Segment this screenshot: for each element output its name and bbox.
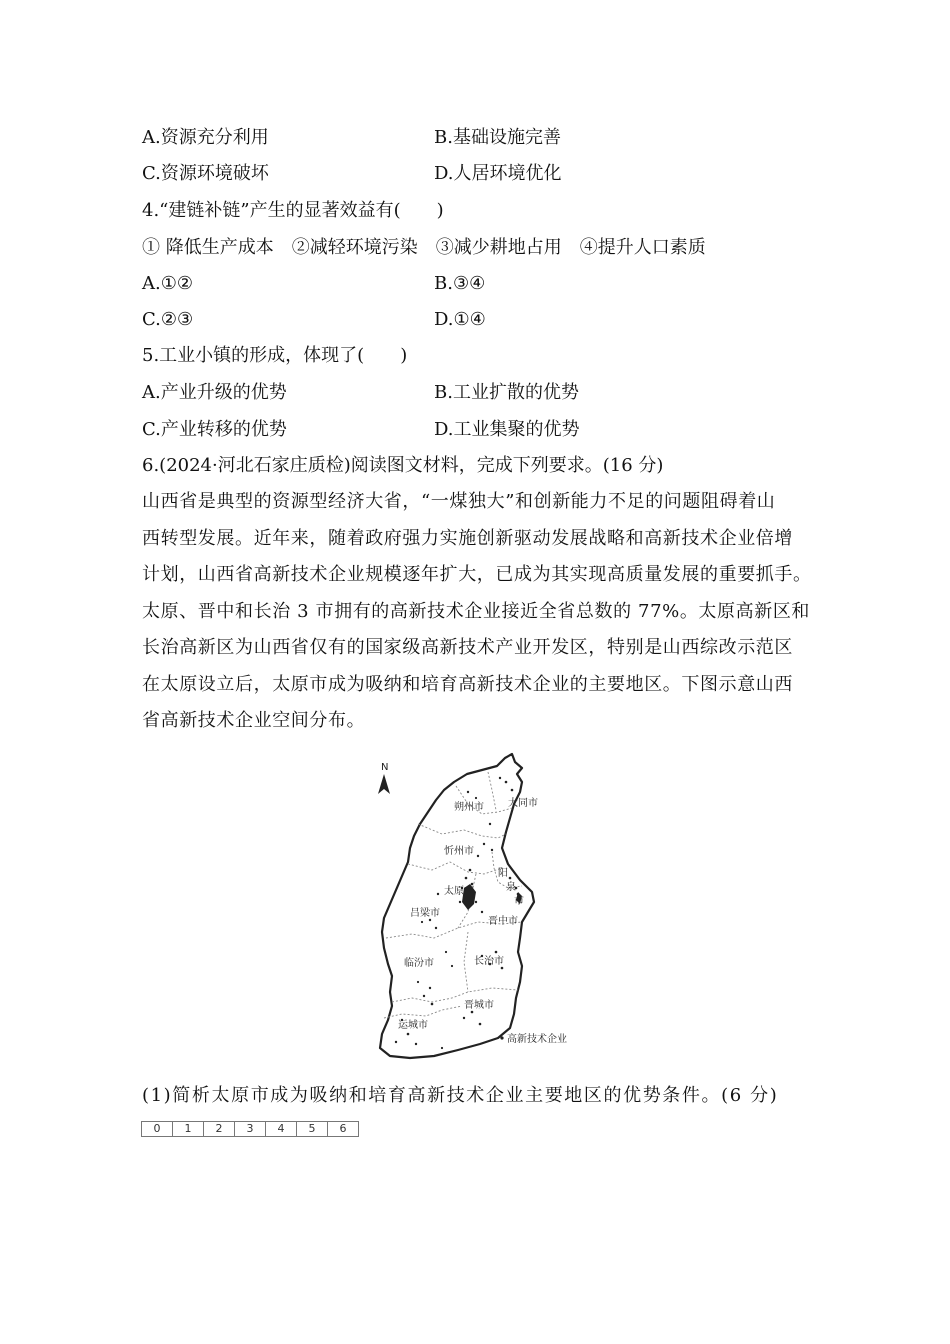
score-cell[interactable]: 1: [173, 1122, 204, 1136]
shanxi-map: [372, 752, 582, 1062]
q5-option-c: C.产业转移的优势: [142, 419, 287, 440]
passage-line: 太原、晋中和长治 3 市拥有的高新技术企业接近全省总数的 77%。太原高新区和: [142, 600, 811, 622]
score-cell[interactable]: 3: [235, 1122, 266, 1136]
q3-option-a: A.资源充分利用: [142, 127, 269, 148]
north-arrow-icon: [378, 774, 390, 794]
q6-passage: [142, 484, 822, 740]
legend-dot-icon: [500, 1036, 503, 1039]
passage-line: 西转型发展。近年来，随着政府强力实施创新驱动发展战略和高新技术企业倍增: [142, 527, 793, 549]
passage-line: 山西省是典型的资源型经济大省，“一煤独大”和创新能力不足的问题阻碍着山: [142, 491, 776, 512]
north-label: N: [381, 762, 389, 773]
q3-option-c: C.资源环境破坏: [142, 163, 269, 184]
city-label: 朔州市: [454, 802, 484, 813]
q5-stem: 5.工业小镇的形成，体现了( ): [142, 345, 408, 366]
city-label: 阳: [498, 868, 508, 879]
score-cell[interactable]: 2: [204, 1122, 235, 1136]
q4-stem: 4.“建链补链”产生的显著效益有( ): [142, 200, 444, 221]
city-label: 晋城市: [464, 1000, 494, 1011]
city-label: 晋中市: [488, 916, 518, 927]
city-label: 太原市: [444, 886, 474, 897]
legend-label: 高新技术企业: [507, 1034, 567, 1045]
score-cell[interactable]: 5: [297, 1122, 328, 1136]
q5-option-a: A.产业升级的优势: [142, 382, 287, 403]
passage-line: 在太原设立后，太原市成为吸纳和培育高新技术企业的主要地区。下图示意山西: [142, 673, 793, 695]
city-label: 市: [514, 896, 524, 907]
score-cell[interactable]: 0: [142, 1122, 173, 1136]
q6-sub1: (1)简析太原市成为吸纳和培育高新技术企业主要地区的优势条件。(6 分): [142, 1085, 779, 1106]
q3-option-b: B.基础设施完善: [434, 127, 561, 148]
score-scale: [141, 1121, 359, 1137]
city-label: 临汾市: [404, 958, 434, 969]
passage-line: 省高新技术企业空间分布。: [142, 710, 366, 731]
city-label: 运城市: [398, 1020, 428, 1031]
score-cell[interactable]: 6: [339, 1122, 347, 1135]
q4-option-a: A.①②: [142, 273, 193, 294]
passage-line: 长治高新区为山西省仅有的国家级高新技术产业开发区，特别是山西综改示范区: [142, 637, 793, 658]
city-label: 泉: [506, 882, 516, 893]
q4-option-d: D.①④: [434, 309, 486, 330]
q4-option-b: B.③④: [434, 273, 486, 294]
score-cell[interactable]: 4: [266, 1122, 297, 1136]
city-label: 吕梁市: [410, 908, 440, 919]
q5-option-b: B.工业扩散的优势: [434, 382, 579, 403]
city-label: 忻州市: [444, 846, 474, 857]
q4-items: ① 降低生产成本 ②减轻环境污染 ③减少耕地占用 ④提升人口素质: [142, 237, 706, 258]
city-label: 长治市: [474, 956, 504, 967]
q3-option-d: D.人居环境优化: [434, 163, 562, 184]
q5-option-d: D.工业集聚的优势: [434, 419, 580, 440]
passage-line: 计划，山西省高新技术企业规模逐年扩大，已成为其实现高质量发展的重要抓手。: [142, 564, 812, 585]
q4-option-c: C.②③: [142, 309, 194, 330]
city-label: 大同市: [508, 798, 538, 809]
q6-stem: 6.(2024·河北石家庄质检)阅读图文材料，完成下列要求。(16 分): [142, 455, 664, 476]
